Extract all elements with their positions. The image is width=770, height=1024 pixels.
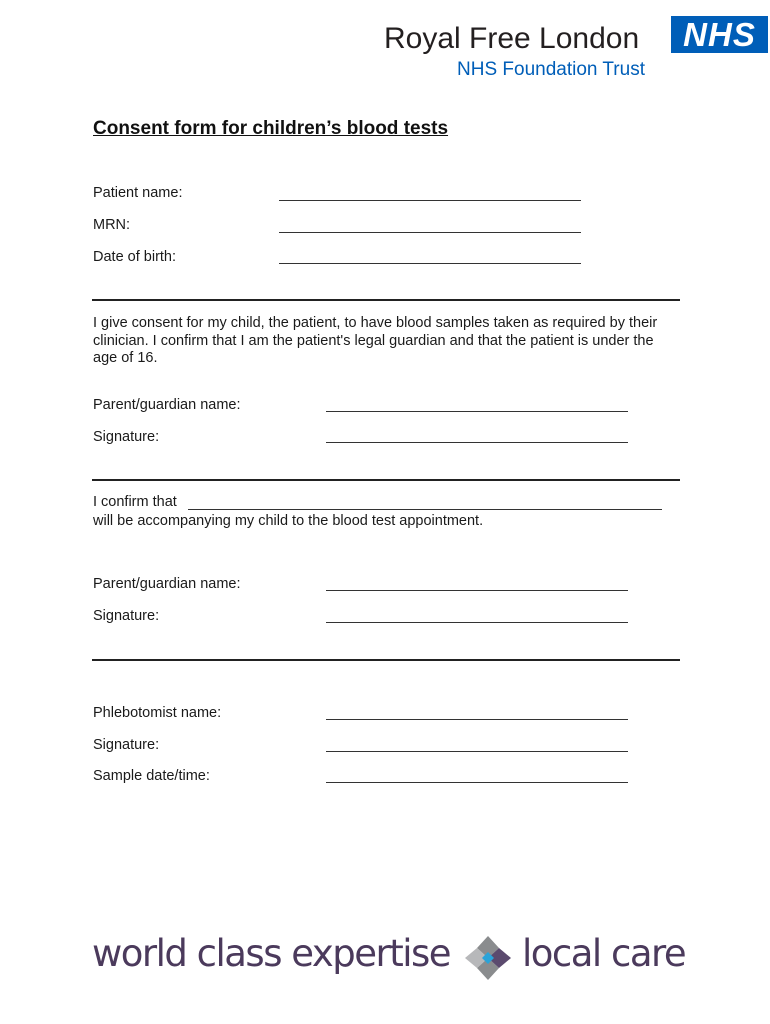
- section-divider: [92, 659, 680, 661]
- org-subtitle: NHS Foundation Trust: [457, 59, 645, 80]
- slogan-left: world class expertise: [92, 932, 451, 975]
- phlebotomist-name-field[interactable]: [326, 719, 628, 720]
- phlebotomist-name-label: Phlebotomist name:: [93, 705, 222, 721]
- patient-name-field[interactable]: [279, 200, 581, 201]
- phlebotomist-signature-label: Signature:: [93, 737, 160, 753]
- confirm-prefix: I confirm that: [93, 494, 177, 510]
- sample-datetime-field[interactable]: [326, 782, 628, 783]
- phlebotomist-signature-field[interactable]: [326, 751, 628, 752]
- accompany-guardian-name-field[interactable]: [326, 590, 628, 591]
- confirm-suffix: will be accompanying my child to the blood test appointment.: [93, 513, 484, 529]
- diamond-emblem-icon: [461, 934, 515, 982]
- consent-guardian-name-label: Parent/guardian name:: [93, 397, 241, 413]
- org-name: Royal Free London: [384, 22, 640, 55]
- mrn-field[interactable]: [279, 232, 581, 233]
- section-divider: [92, 299, 680, 301]
- sample-datetime-label: Sample date/time:: [93, 768, 210, 784]
- mrn-label: MRN:: [93, 217, 131, 233]
- accompany-signature-field[interactable]: [326, 622, 628, 623]
- dob-label: Date of birth:: [93, 249, 177, 265]
- nhs-logo: NHS: [671, 16, 768, 53]
- page-title: Consent form for children’s blood tests: [93, 118, 449, 139]
- consent-signature-label: Signature:: [93, 429, 160, 445]
- consent-statement: I give consent for my child, the patient, to have blood samples taken as required by their clinician. I confirm that I am the patient's legal guardian and that the patient is under the age of 16.: [93, 315, 658, 366]
- consent-guardian-name-field[interactable]: [326, 411, 628, 412]
- accompanying-person-field[interactable]: [188, 509, 662, 510]
- dob-field[interactable]: [279, 263, 581, 264]
- section-divider: [92, 479, 680, 481]
- accompany-signature-label: Signature:: [93, 608, 160, 624]
- accompany-guardian-name-label: Parent/guardian name:: [93, 576, 241, 592]
- consent-signature-field[interactable]: [326, 442, 628, 443]
- patient-name-label: Patient name:: [93, 185, 183, 201]
- slogan-right: local care: [522, 932, 686, 975]
